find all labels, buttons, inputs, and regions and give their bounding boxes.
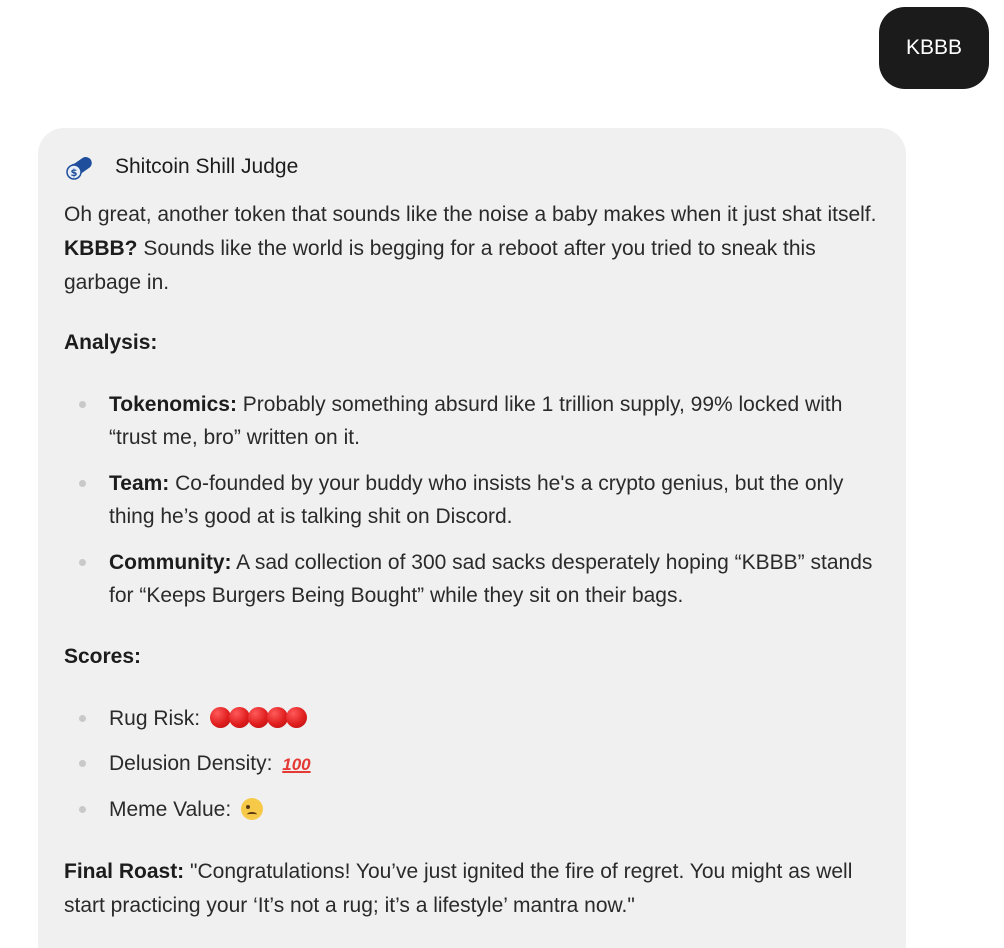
score-label: Delusion Density: (109, 752, 279, 775)
intro-text-1: Oh great, another token that sounds like the noise a baby makes when it just shat itself. (64, 203, 877, 226)
item-label: Team: (109, 472, 170, 495)
list-item (64, 747, 894, 781)
analysis-list (64, 388, 894, 612)
item-label: Tokenomics: (109, 393, 237, 416)
bot-header (64, 152, 298, 182)
item-text: Co-founded by your buddy who insists he's a crypto genius, but the only thing he’s good at is talking shit on Discord. (109, 472, 844, 528)
final-roast-paragraph (64, 855, 894, 923)
intro-paragraph (64, 198, 894, 300)
scores-list (64, 702, 894, 826)
list-item (64, 546, 894, 612)
bot-name: Shitcoin Shill Judge (115, 155, 299, 178)
svg-text:$: $ (70, 168, 78, 179)
bullet (79, 559, 86, 566)
woozy-face-icon (241, 798, 263, 820)
user-message-text: KBBB (905, 36, 963, 59)
bot-message-card (38, 128, 906, 948)
final-roast-text: "Congratulations! You’ve just ignited the fire of regret. You might as well start practicing your ‘It’s not a rug; it’s a lifestyle’ mantra now." (64, 860, 853, 917)
red-circles-icon (206, 707, 307, 728)
pill-coin-icon (64, 152, 96, 182)
analysis-heading: Analysis: (64, 331, 158, 354)
list-item (64, 388, 894, 454)
score-label: Meme Value: (109, 798, 237, 821)
bullet (79, 715, 86, 722)
list-item (64, 702, 894, 735)
bullet (79, 806, 86, 813)
item-label: Community: (109, 551, 232, 574)
user-message-bubble (879, 7, 989, 89)
list-item (64, 793, 894, 826)
score-label: Rug Risk: (109, 707, 206, 730)
bot-message-content (64, 198, 894, 923)
intro-text-2: Sounds like the world is begging for a reboot after you tried to sneak this garbage in. (64, 237, 816, 294)
item-text: Probably something absurd like 1 trillion supply, 99% locked with “trust me, bro” written on it. (109, 393, 843, 449)
bullet (79, 401, 86, 408)
item-text: A sad collection of 300 sad sacks desperately hoping “KBBB” stands for “Keeps Burgers Being Bought” while they sit on their bags. (109, 551, 873, 607)
list-item (64, 467, 894, 533)
intro-token-name: KBBB? (64, 237, 138, 260)
hundred-points-icon: 100 (282, 755, 311, 774)
bullet (79, 480, 86, 487)
scores-heading: Scores: (64, 645, 142, 668)
final-roast-label: Final Roast: (64, 860, 185, 883)
bullet (79, 760, 86, 767)
